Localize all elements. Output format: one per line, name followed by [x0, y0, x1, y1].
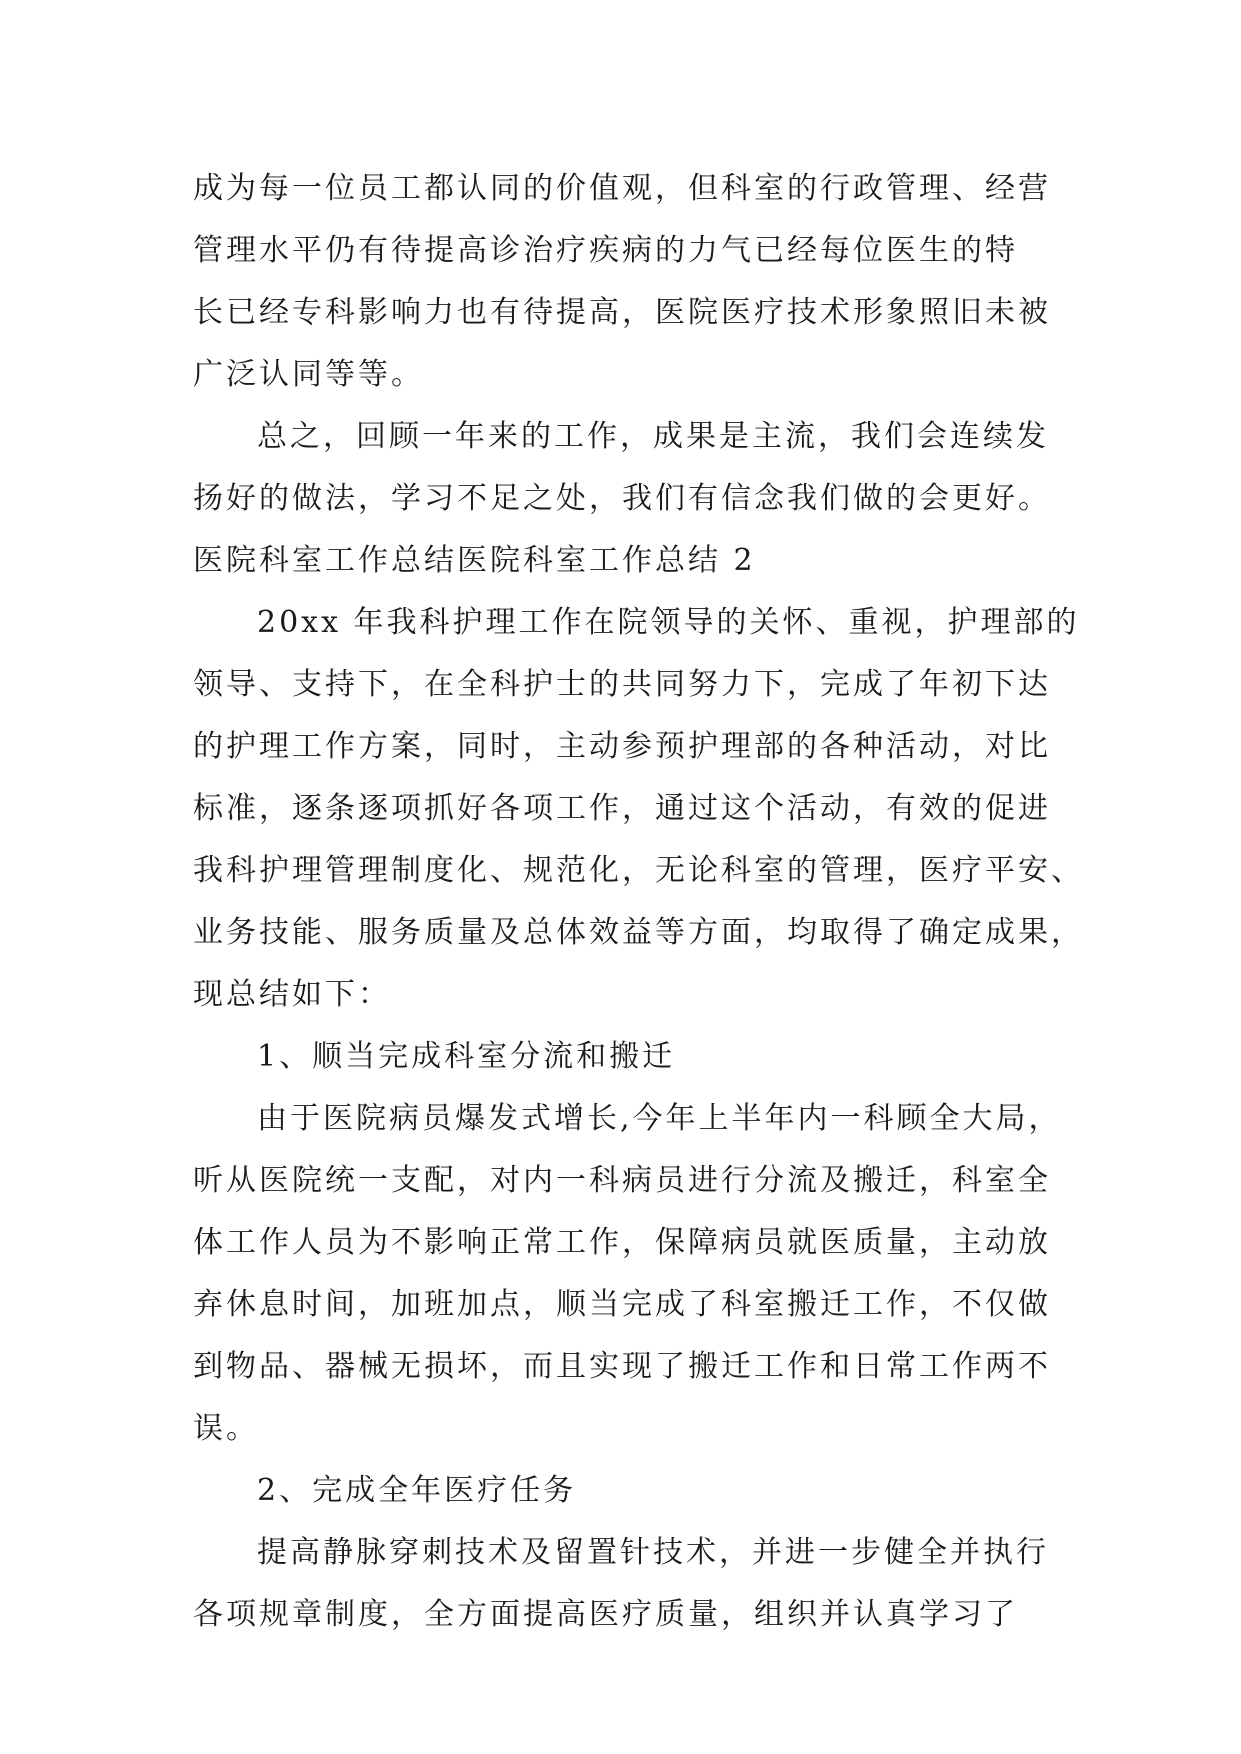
- text-line: 总之，回顾一年来的工作，成果是主流，我们会连续发: [257, 419, 1049, 454]
- text-line: 现总结如下：: [193, 977, 391, 1012]
- text-line: 误。: [193, 1411, 259, 1446]
- text-line: 各项规章制度，全方面提高医疗质量，组织并认真学习了: [193, 1597, 1018, 1632]
- text-line: 我科护理管理制度化、规范化，无论科室的管理，医疗平安、: [193, 853, 1084, 888]
- text-line: 提高静脉穿刺技术及留置针技术，并进一步健全并执行: [257, 1535, 1049, 1570]
- subsection-heading: 2、完成全年医疗任务: [257, 1473, 577, 1508]
- subsection-heading: 1、顺当完成科室分流和搬迁: [257, 1039, 676, 1074]
- text-line: 业务技能、服务质量及总体效益等方面，均取得了确定成果，: [193, 915, 1084, 950]
- text-line: 长已经专科影响力也有待提高，医院医疗技术形象照旧未被: [193, 295, 1051, 330]
- text-line: 领导、支持下，在全科护士的共同努力下，完成了年初下达: [193, 667, 1051, 702]
- text-line: 标准，逐条逐项抓好各项工作，通过这个活动，有效的促进: [193, 791, 1051, 826]
- text-line: 由于医院病员爆发式增长,今年上半年内一科顾全大局，: [257, 1101, 1062, 1136]
- text-line: 弃休息时间，加班加点，顺当完成了科室搬迁工作，不仅做: [193, 1287, 1051, 1322]
- text-line: 20xx 年我科护理工作在院领导的关怀、重视，护理部的: [257, 605, 1080, 640]
- text-line: 扬好的做法，学习不足之处，我们有信念我们做的会更好。: [193, 481, 1051, 516]
- section-heading: 医院科室工作总结医院科室工作总结 2: [193, 543, 756, 578]
- text-line: 管理水平仍有待提高诊治疗疾病的力气已经每位医生的特: [193, 233, 1018, 268]
- text-line: 的护理工作方案，同时，主动参预护理部的各种活动，对比: [193, 729, 1051, 764]
- text-line: 到物品、器械无损坏，而且实现了搬迁工作和日常工作两不: [193, 1349, 1051, 1384]
- text-line: 广泛认同等等。: [193, 357, 424, 392]
- document-body: [193, 158, 1084, 1646]
- text-line: 体工作人员为不影响正常工作，保障病员就医质量，主动放: [193, 1225, 1051, 1260]
- text-line: 成为每一位员工都认同的价值观，但科室的行政管理、经营: [193, 171, 1051, 206]
- text-line: 听从医院统一支配，对内一科病员进行分流及搬迁，科室全: [193, 1163, 1051, 1198]
